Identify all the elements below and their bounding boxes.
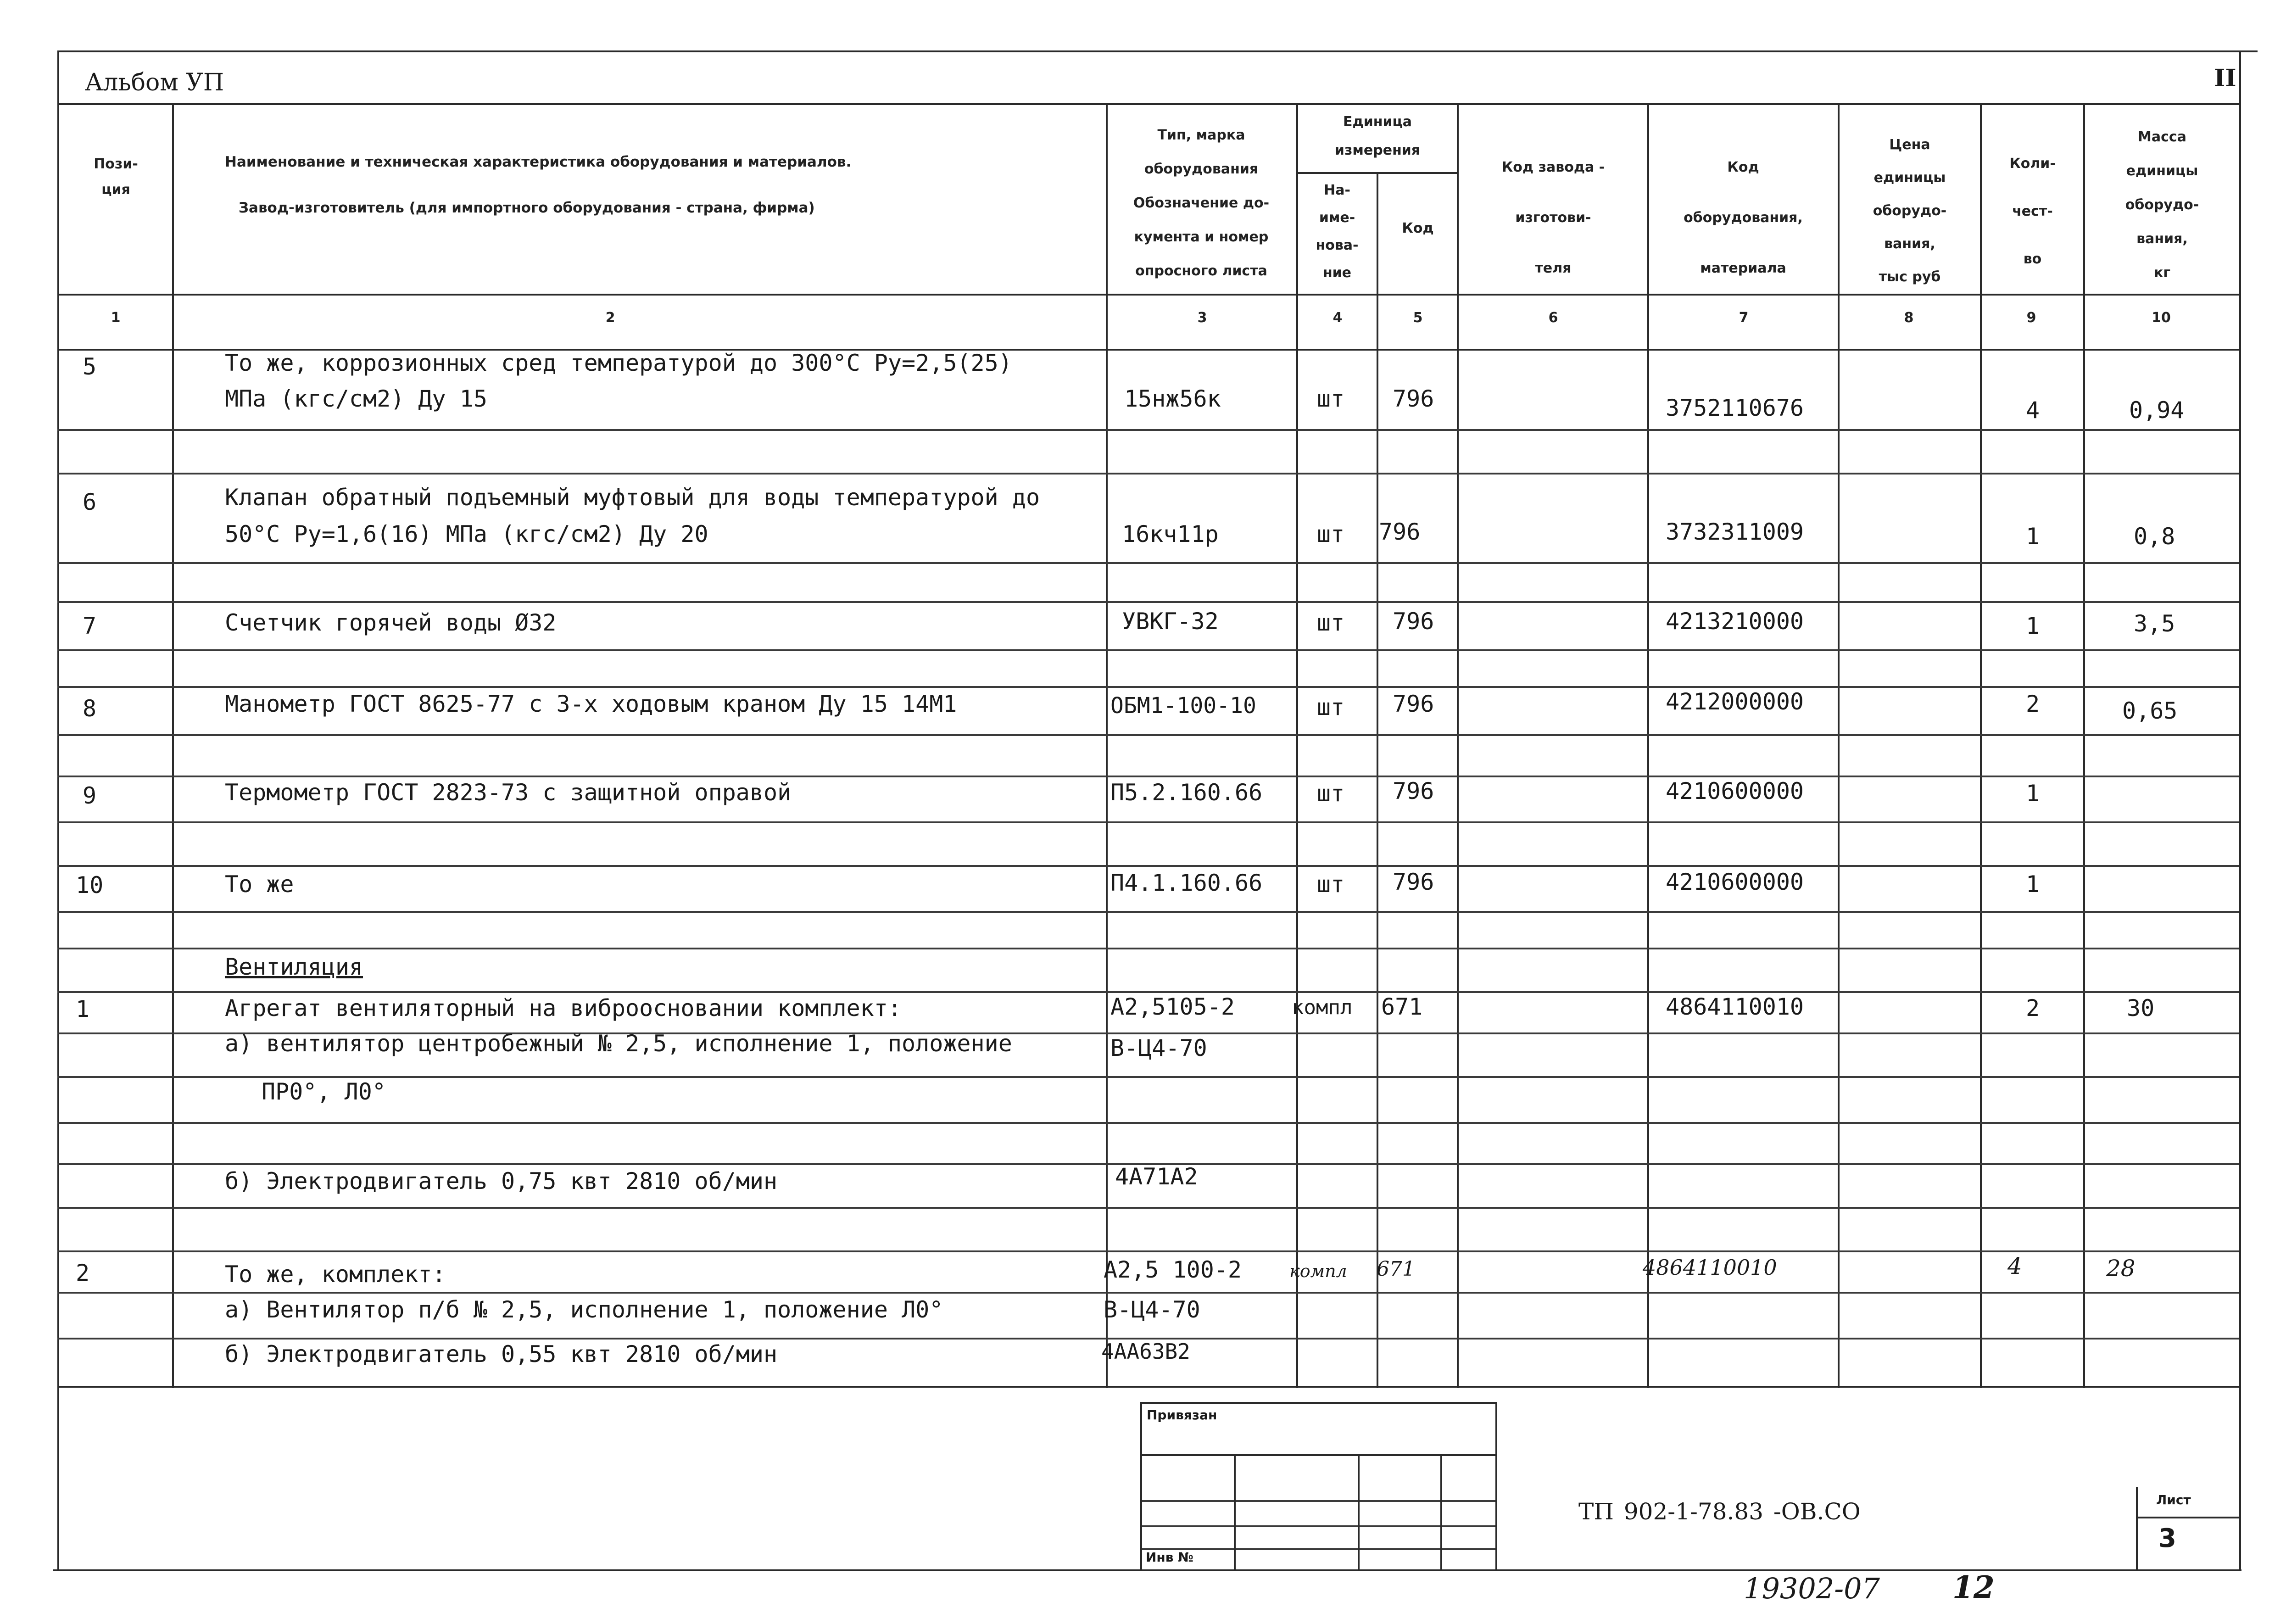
row-9-code: 796	[1393, 778, 1434, 804]
header-quantity: Коли- чест- во	[2009, 156, 2056, 267]
row-6-quantity: 1	[2026, 523, 2040, 550]
row-10-equipment-code: 4210600000	[1666, 869, 1804, 895]
row-7-equipment-code: 4213210000	[1666, 608, 1804, 635]
col-line-7	[1838, 103, 1840, 1388]
row-9-name: Термометр ГОСТ 2823-73 с защитной оправой	[225, 779, 792, 806]
row-2-code: 671	[1377, 1257, 1415, 1281]
col-line-1	[172, 103, 174, 1388]
row-8-type: ОБМ1-100-10	[1110, 693, 1256, 719]
row-5-mass: 0,94	[2129, 397, 2185, 424]
row-8-unit: шт	[1317, 694, 1345, 720]
row-5-code: 796	[1393, 385, 1434, 412]
header-factory-code: Код завода - изготови- теля	[1501, 159, 1605, 276]
stamp-inv-label: Инв №	[1146, 1550, 1193, 1565]
row-2b-name: б) Электродвигатель 0,55 квт 2810 об/мин	[225, 1341, 778, 1367]
colnum-10: 10	[2152, 310, 2171, 326]
row-separator	[57, 1250, 2239, 1252]
row-8-position: 8	[83, 695, 97, 722]
row-6-position: 6	[83, 489, 97, 515]
row-2-position: 2	[76, 1260, 90, 1286]
row-7-type: УВКГ-32	[1122, 608, 1219, 635]
row-separator	[57, 473, 2239, 474]
stamp-line	[1142, 1548, 1495, 1550]
row-6-name-line2: 50°С Ру=1,6(16) МПа (кгс/см2) Ду 20	[225, 521, 708, 547]
row-1-name: Агрегат вентиляторный на виброосновании комплект:	[225, 995, 902, 1021]
header-position: Пози- ция	[94, 156, 138, 198]
stamp-line	[1142, 1454, 1495, 1456]
frame-top	[57, 50, 2258, 52]
header-type: Тип, марка оборудования Обозначение до- кумента и номер опросного листа	[1133, 127, 1270, 279]
colnum-6: 6	[1548, 310, 1558, 326]
col-line-8	[1980, 103, 1982, 1388]
row-8-equipment-code: 4212000000	[1666, 688, 1804, 715]
row-separator	[57, 911, 2239, 913]
colnum-3: 3	[1197, 310, 1207, 326]
row-10-code: 796	[1393, 869, 1434, 895]
row-10-position: 10	[76, 872, 104, 899]
album-title: Альбом УП	[85, 69, 224, 96]
row-2-mass: 28	[2106, 1255, 2135, 1282]
row-1-type: А2,5105-2	[1110, 993, 1235, 1020]
header-mass: Масса единицы оборудо- вания, кг	[2125, 129, 2199, 281]
colnum-5: 5	[1413, 310, 1423, 326]
col-line-3	[1296, 103, 1298, 1388]
sheet-label: Лист	[2156, 1492, 2191, 1507]
row-7-code: 796	[1393, 608, 1434, 635]
row-separator	[57, 649, 2239, 651]
row-6-name-line1: Клапан обратный подъемный муфтовый для воды температурой до	[225, 484, 1040, 511]
row-9-position: 9	[83, 782, 97, 809]
stamp-privyazan-label: Привязан	[1147, 1407, 1217, 1423]
header-name-line1: Наименование и техническая характеристика оборудования и материалов.	[225, 154, 852, 170]
row-2a-type: В-Ц4-70	[1104, 1296, 1200, 1323]
colnum-7: 7	[1739, 310, 1749, 326]
row-10-quantity: 1	[2026, 871, 2040, 898]
row-9-unit: шт	[1317, 780, 1345, 807]
row-1b-name: б) Электродвигатель 0,75 квт 2810 об/мин	[225, 1168, 778, 1194]
row-1-mass: 30	[2127, 995, 2155, 1021]
header-price: Цена единицы оборудо- вания, тыс руб	[1873, 137, 1947, 285]
row-2-unit: компл	[1289, 1261, 1347, 1281]
colnum-4: 4	[1333, 310, 1343, 326]
colnum-9: 9	[2026, 310, 2036, 326]
header-equipment-code: Код оборудования, материала	[1684, 159, 1803, 276]
row-separator	[57, 821, 2239, 823]
row-separator	[57, 948, 2239, 949]
row-5-position: 5	[83, 353, 97, 380]
row-separator	[57, 429, 2239, 431]
footer-handwritten-number: 19302-07	[1744, 1572, 1880, 1605]
header-name-line2: Завод-изготовитель (для импортного оборудования - страна, фирма)	[239, 200, 815, 216]
sheet-top-number: II	[2214, 64, 2236, 92]
row-7-name: Счетчик горячей воды Ø32	[225, 609, 557, 636]
row-separator	[57, 562, 2239, 564]
col-line-4	[1377, 172, 1378, 1388]
row-separator	[57, 601, 2239, 603]
row-5-type: 15нж56к	[1124, 385, 1221, 412]
row-1b-type: 4А71А2	[1115, 1163, 1198, 1190]
document-code: ТП 902-1-78.83 -ОВ.СО	[1578, 1498, 1861, 1525]
row-separator	[57, 686, 2239, 688]
row-8-name: Манометр ГОСТ 8625-77 с 3-х ходовым краном Ду 15 14М1	[225, 691, 957, 717]
row-7-unit: шт	[1317, 609, 1345, 636]
footer-page-number: 12	[1952, 1569, 1995, 1605]
row-2b-type: 4АА63В2	[1101, 1339, 1190, 1364]
row-5-name-line2: МПа (кгс/см2) Ду 15	[225, 385, 487, 412]
row-5-unit: шт	[1317, 385, 1345, 412]
col-line-5	[1457, 103, 1459, 1388]
stamp-line	[1142, 1525, 1495, 1527]
header-top-line	[57, 103, 2239, 105]
row-7-mass: 3,5	[2134, 610, 2175, 637]
row-9-equipment-code: 4210600000	[1666, 778, 1804, 804]
sheet-number: 3	[2158, 1524, 2176, 1553]
header-unit-group: Единица измерения	[1334, 114, 1421, 158]
row-1a-name-cont: ПР0°, Л0°	[262, 1078, 386, 1105]
row-2-name: То же, комплект:	[225, 1261, 446, 1288]
sheet-cell-line	[2138, 1517, 2241, 1518]
row-separator	[57, 865, 2239, 867]
row-7-quantity: 1	[2026, 613, 2040, 639]
row-6-equipment-code: 3732311009	[1666, 519, 1804, 545]
row-separator	[57, 991, 2239, 993]
row-5-name-line1: То же, коррозионных сред температурой до 300°С Ру=2,5(25)	[225, 350, 1012, 376]
colnum-1: 1	[111, 310, 121, 326]
row-10-name: То же	[225, 871, 294, 898]
row-separator	[57, 1122, 2239, 1124]
col-line-2	[1106, 103, 1108, 1388]
row-separator	[57, 1292, 2239, 1294]
stamp-line	[1142, 1500, 1495, 1502]
row-1a-type: В-Ц4-70	[1110, 1035, 1207, 1061]
row-6-type: 16кч11р	[1122, 521, 1219, 547]
header-unit-code: Код	[1402, 220, 1434, 236]
row-1-quantity: 2	[2026, 995, 2040, 1021]
row-6-mass: 0,8	[2134, 523, 2175, 550]
row-8-code: 796	[1393, 691, 1434, 717]
row-2-equipment-code: 4864110010	[1643, 1255, 1777, 1280]
row-1-unit: компл	[1292, 996, 1353, 1019]
col-line-6	[1647, 103, 1649, 1388]
row-5-equipment-code: 3752110676	[1666, 395, 1804, 421]
header-bottom-line	[57, 294, 2239, 296]
row-separator	[57, 734, 2239, 736]
row-separator	[57, 1076, 2239, 1078]
frame-left	[57, 50, 59, 1569]
row-1-equipment-code: 4864110010	[1666, 993, 1804, 1020]
frame-right	[2239, 50, 2241, 1569]
row-10-unit: шт	[1317, 871, 1345, 898]
row-9-quantity: 1	[2026, 780, 2040, 807]
stamp-block	[1140, 1402, 1497, 1571]
stamp-vline	[1234, 1454, 1236, 1571]
header-unit-name: На- име- нова- ние	[1316, 182, 1359, 281]
row-2-quantity: 4	[2007, 1253, 2022, 1279]
colnum-2: 2	[605, 310, 615, 326]
row-1-code: 671	[1381, 993, 1423, 1020]
row-separator	[57, 776, 2239, 777]
row-9-type: П5.2.160.66	[1110, 779, 1263, 806]
row-6-unit: шт	[1317, 521, 1345, 547]
table-end-line	[57, 1386, 2239, 1388]
row-1-position: 1	[76, 996, 90, 1022]
row-1a-name: а) вентилятор центробежный № 2,5, исполнение 1, положение	[225, 1030, 1012, 1057]
row-5-quantity: 4	[2026, 397, 2040, 424]
row-separator	[57, 1207, 2239, 1209]
row-6-code: 796	[1379, 519, 1421, 545]
section-heading-ventilation: Вентиляция	[225, 954, 363, 980]
row-2-type: А2,5 100-2	[1104, 1256, 1242, 1283]
sheet-number-cell	[2136, 1487, 2241, 1569]
row-8-mass: 0,65	[2122, 698, 2178, 724]
row-7-position: 7	[83, 613, 97, 639]
colnum-8: 8	[1904, 310, 1914, 326]
row-8-quantity: 2	[2026, 691, 2040, 717]
row-2a-name: а) Вентилятор п/б № 2,5, исполнение 1, положение Л0°	[225, 1296, 943, 1323]
stamp-vline	[1358, 1454, 1360, 1571]
col-line-9	[2083, 103, 2085, 1388]
row-10-type: П4.1.160.66	[1110, 870, 1263, 896]
stamp-vline	[1440, 1454, 1442, 1571]
